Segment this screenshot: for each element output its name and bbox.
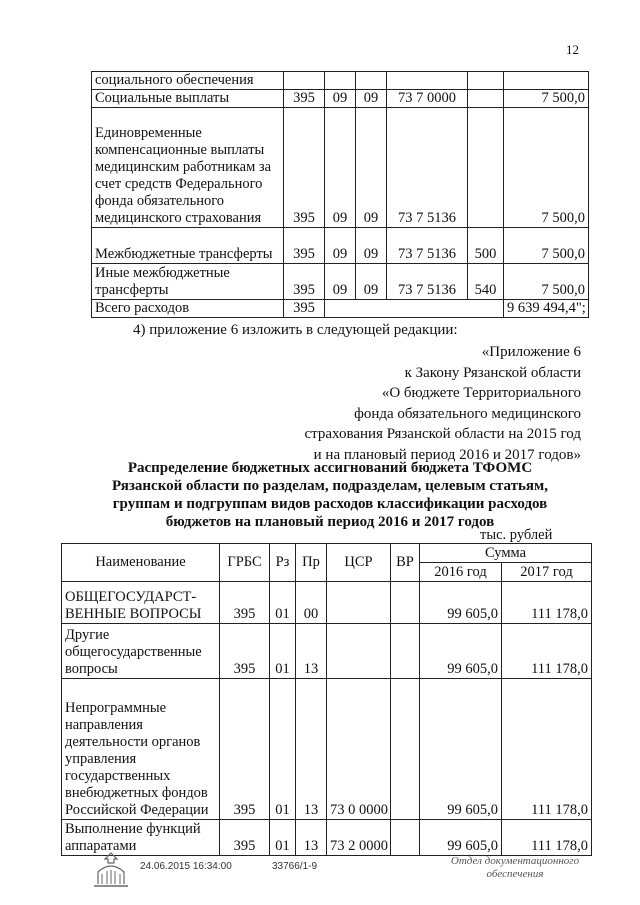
vr-cell	[468, 72, 504, 90]
grbs-cell: 395	[220, 679, 270, 820]
page-number: 12	[566, 42, 579, 57]
sum-2017-cell: 111 178,0	[502, 679, 592, 820]
footer-department: Отдел документационного обеспечения	[450, 855, 580, 880]
rz-cell: 09	[325, 108, 356, 228]
footer-doc-number: 33766/1-9	[272, 861, 318, 872]
amendment-item-4: 4) приложение 6 изложить в следующей редакции:	[133, 322, 458, 338]
emblem-logo	[90, 850, 132, 888]
pr-cell: 09	[356, 90, 387, 108]
csr-cell	[327, 582, 391, 624]
sum-2017-cell: 111 178,0	[502, 820, 592, 856]
rz-cell: 09	[325, 264, 356, 300]
allocation-table	[61, 543, 592, 856]
title-line: Распределение бюджетных ассигнований бюджета ТФОМС	[127, 460, 533, 476]
table-row	[62, 820, 592, 856]
csr-cell: 73 7 5136	[387, 264, 468, 300]
vr-cell	[391, 582, 420, 624]
header-vr: ВР	[391, 544, 420, 582]
csr-cell: 73 0 0000	[327, 679, 391, 820]
sum-2016-cell: 99 605,0	[420, 679, 502, 820]
sum-cell	[504, 72, 589, 90]
rz-cell: 09	[325, 228, 356, 264]
table-row	[92, 228, 589, 264]
header-csr: ЦСР	[327, 544, 391, 582]
grbs-cell	[284, 72, 325, 90]
vr-cell	[468, 90, 504, 108]
sum-2016-cell: 99 605,0	[420, 582, 502, 624]
total-sum: 9 639 494,4";	[504, 300, 589, 318]
title-line: группам и подгруппам видов расходов классификации расходов	[112, 496, 548, 512]
rz-cell: 01	[270, 820, 296, 856]
row-name: социального обеспечения	[92, 72, 284, 90]
appendix-line: «О бюджете Территориального	[381, 385, 581, 401]
sum-2016-cell: 99 605,0	[420, 624, 502, 679]
table-row	[62, 679, 592, 820]
grbs-cell: 395	[284, 228, 325, 264]
sum-2017-cell: 111 178,0	[502, 582, 592, 624]
grbs-cell: 395	[284, 108, 325, 228]
grbs-cell: 395	[220, 820, 270, 856]
csr-cell	[327, 624, 391, 679]
total-label: Всего расходов	[92, 300, 284, 318]
appendix-line: и на плановый период 2016 и 2017 годов»	[313, 446, 581, 463]
rz-cell	[325, 72, 356, 90]
grbs-cell: 395	[284, 300, 325, 318]
sum-cell: 7 500,0	[504, 264, 589, 300]
appendix-line: к Закону Рязанской области	[404, 364, 581, 381]
row-name: Межбюджетные трансферты	[92, 228, 284, 264]
row-name: Выполнение функций аппаратами	[62, 820, 220, 856]
header-pr: Пр	[296, 544, 327, 582]
grbs-cell: 395	[284, 90, 325, 108]
vr-cell	[391, 679, 420, 820]
rz-cell: 09	[325, 90, 356, 108]
header-2016: 2016 год	[420, 563, 502, 582]
table-row	[92, 264, 589, 300]
sum-cell: 7 500,0	[504, 108, 589, 228]
pr-cell	[356, 72, 387, 90]
pr-cell: 13	[296, 679, 327, 820]
row-name: Непрограммные направления деятельности органов управления государственных внебюджетных фондов Российской Федерации	[62, 679, 220, 820]
grbs-cell: 395	[220, 582, 270, 624]
row-name: Иные межбюджетные трансферты	[92, 264, 284, 300]
title-line: бюджетов на плановый период 2016 и 2017 годов	[165, 514, 495, 530]
pr-cell: 13	[296, 820, 327, 856]
row-name: Социальные выплаты	[92, 90, 284, 108]
rz-cell: 01	[270, 582, 296, 624]
header-name: Наименование	[62, 544, 220, 582]
expenditure-table-continued	[91, 71, 589, 318]
vr-cell: 540	[468, 264, 504, 300]
row-name: Другие общегосударственные вопросы	[62, 624, 220, 679]
csr-cell	[387, 72, 468, 90]
vr-cell	[391, 624, 420, 679]
pr-cell: 09	[356, 228, 387, 264]
pr-cell: 00	[296, 582, 327, 624]
row-name: Единовременные компенсационные выплаты медицинским работникам за счет средств Федерального фонда обязательного медицинского страхования	[92, 108, 284, 228]
appendix-line: «Приложение 6	[481, 344, 581, 360]
document-title	[80, 459, 580, 531]
sum-cell: 7 500,0	[504, 228, 589, 264]
vr-cell	[468, 108, 504, 228]
rz-cell: 01	[270, 624, 296, 679]
sum-2016-cell: 99 605,0	[420, 820, 502, 856]
table-row	[62, 582, 592, 624]
footer-timestamp: 24.06.2015 16:34:00	[140, 861, 232, 872]
header-rz: Рз	[270, 544, 296, 582]
vr-cell: 500	[468, 228, 504, 264]
csr-cell: 73 7 5136	[387, 228, 468, 264]
pr-cell: 09	[356, 108, 387, 228]
header-sum: Сумма	[420, 544, 592, 563]
header-grbs: ГРБС	[220, 544, 270, 582]
row-name: ОБЩЕГОСУДАРСТ-ВЕННЫЕ ВОПРОСЫ	[62, 582, 220, 624]
appendix-line: страхования Рязанской области на 2015 год	[304, 426, 581, 442]
grbs-cell: 395	[220, 624, 270, 679]
csr-cell: 73 2 0000	[327, 820, 391, 856]
pr-cell: 13	[296, 624, 327, 679]
sum-cell: 7 500,0	[504, 90, 589, 108]
appendix-line: фонда обязательного медицинского	[354, 405, 581, 422]
pr-cell: 09	[356, 264, 387, 300]
vr-cell	[391, 820, 420, 856]
rz-cell: 01	[270, 679, 296, 820]
title-line: Рязанской области по разделам, подразделам, целевым статьям,	[111, 478, 549, 494]
appendix-heading	[304, 342, 581, 465]
table-row	[92, 108, 589, 228]
total-row	[92, 300, 589, 318]
sum-2017-cell: 111 178,0	[502, 624, 592, 679]
table-row	[92, 72, 589, 90]
table-row	[92, 90, 589, 108]
table-row	[62, 624, 592, 679]
grbs-cell: 395	[284, 264, 325, 300]
csr-cell: 73 7 5136	[387, 108, 468, 228]
header-row	[62, 544, 592, 563]
units-label: тыс. рублей	[480, 527, 553, 543]
csr-cell: 73 7 0000	[387, 90, 468, 108]
header-2017: 2017 год	[502, 563, 592, 582]
